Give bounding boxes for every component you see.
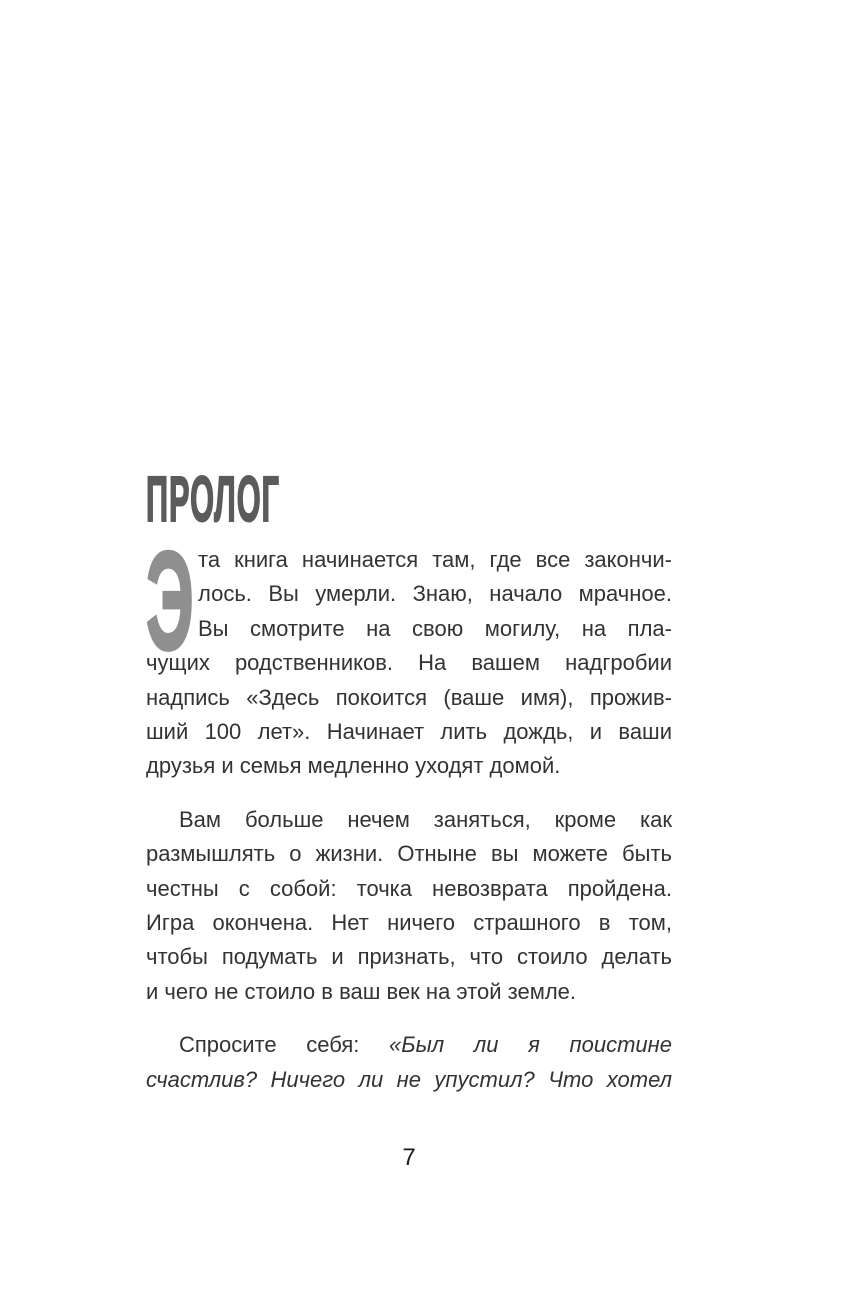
text-line: честны с собой: точка невозврата пройдена.	[146, 875, 672, 901]
text-line: ший 100 лет». Начинает лить дождь, и ваши	[146, 719, 672, 745]
text-line: Вам больше нечем заняться, кроме как	[179, 806, 672, 832]
text-line: чущих родственников. На вашем надгробии	[146, 650, 672, 676]
paragraph-3	[146, 1028, 672, 1097]
text-line: Игра окончена. Нет ничего страшного в том,	[146, 910, 672, 936]
paragraph-2	[146, 803, 672, 1009]
text-line	[146, 1028, 672, 1062]
paragraph-1	[146, 522, 672, 784]
text-line: надпись «Здесь покоится (ваше имя), прожив-	[146, 684, 672, 710]
text-line: чтобы подумать и признать, что стоило делать	[146, 944, 672, 970]
dropcap-letter: Э	[146, 522, 194, 679]
body-text	[146, 522, 672, 1097]
text-line: лось. Вы умерли. Знаю, начало мрачное.	[198, 581, 672, 607]
text-run-regular: Спросите себя:	[179, 1032, 360, 1058]
dropcap	[146, 522, 194, 679]
text-line: та книга начинается там, где все закончи-	[198, 547, 672, 572]
page-number: 7	[402, 1144, 416, 1171]
text-line: друзья и семья медленно уходят домой.	[146, 753, 561, 779]
text-line: Вы смотрите на свою могилу, на пла-	[198, 615, 672, 641]
chapter-heading-text: ПРОЛОГ	[146, 463, 280, 536]
text-line: и чего не стоило в ваш век на этой земле.	[146, 978, 577, 1004]
text-line: размышлять о жизни. Отныне вы можете быть	[146, 841, 672, 867]
text-run-italic: «Был ли я поистине	[389, 1032, 672, 1058]
text-line: счастлив? Ничего ли не упустил? Что хотел	[146, 1066, 672, 1092]
